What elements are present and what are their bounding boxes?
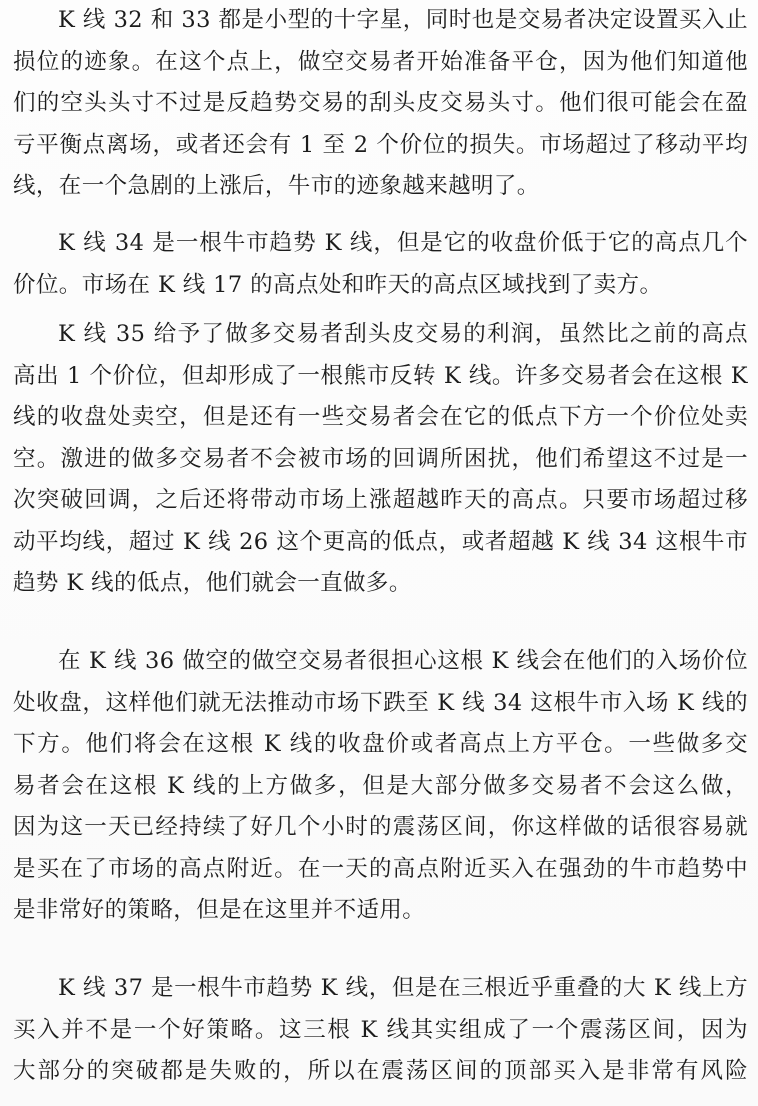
- text-line: 因为这一天已经持续了好几个小时的震荡区间，你这样做的话很容易就: [13, 814, 748, 840]
- text-line: 线的收盘处卖空，但是还有一些交易者会在它的低点下方一个价位处卖: [13, 404, 748, 430]
- text-line: 次突破回调，之后还将带动市场上涨超越昨天的高点。只要市场超过移: [13, 487, 748, 513]
- text-line: K 线 37 是一根牛市趋势 K 线，但是在三根近乎重叠的大 K 线上方: [58, 975, 748, 1001]
- text-line: 在 K 线 36 做空的做空交易者很担心这根 K 线会在他们的入场价位: [58, 648, 748, 674]
- text-line: 易者会在这根 K 线的上方做多，但是大部分做多交易者不会这么做，: [13, 772, 748, 799]
- paragraph-k-bar-34: [13, 223, 748, 306]
- text-line: 大部分的突破都是失败的，所以在震荡区间的顶部买入是非常有风险: [13, 1058, 748, 1084]
- text-line: K 线 32 和 33 都是小型的十字星，同时也是交易者决定设置买入止: [58, 7, 748, 33]
- text-line: 动平均线，超过 K 线 26 这个更高的低点，或者超越 K 线 34 这根牛市: [13, 528, 748, 555]
- paragraph-k-bar-35: [13, 314, 748, 605]
- text-line: 处收盘，这样他们就无法推动市场下跌至 K 线 34 这根牛市入场 K 线的: [13, 689, 748, 716]
- text-line: 是买在了市场的高点附近。在一天的高点附近买入在强劲的牛市趋势中: [13, 855, 748, 882]
- paragraph-k-bar-37: [13, 968, 748, 1093]
- paragraph-k-bar-36: [13, 641, 748, 932]
- text-line: 趋势 K 线的低点，他们就会一直做多。: [13, 570, 412, 596]
- text-line: K 线 34 是一根牛市趋势 K 线，但是它的收盘价低于它的高点几个: [58, 230, 748, 256]
- text-line: 价位。市场在 K 线 17 的高点处和昨天的高点区域找到了卖方。: [13, 271, 663, 298]
- text-line: 买入并不是一个好策略。这三根 K 线其实组成了一个震荡区间，因为: [13, 1016, 748, 1043]
- text-line: K 线 35 给予了做多交易者刮头皮交易的利润，虽然比之前的高点: [58, 321, 748, 347]
- text-line: 们的空头头寸不过是反趋势交易的刮头皮交易头寸。他们很可能会在盈: [13, 90, 748, 116]
- text-line: 下方。他们将会在这根 K 线的收盘价或者高点上方平仓。一些做多交: [13, 731, 748, 757]
- text-line: 空。激进的做多交易者不会被市场的回调所困扰，他们希望这不过是一: [13, 445, 748, 472]
- text-line: 损位的迹象。在这个点上，做空交易者开始准备平仓，因为他们知道他: [13, 48, 748, 75]
- text-line: 亏平衡点离场，或者还会有 1 至 2 个价位的损失。市场超过了移动平均: [13, 131, 748, 158]
- text-line: 高出 1 个价位，但却形成了一根熊市反转 K 线。许多交易者会在这根 K: [13, 362, 748, 389]
- text-line: 是非常好的策略，但是在这里并不适用。: [13, 897, 426, 923]
- paragraph-k-bars-32-33: [13, 0, 748, 208]
- text-line: 线，在一个急剧的上涨后，牛市的迹象越来越明了。: [13, 173, 540, 199]
